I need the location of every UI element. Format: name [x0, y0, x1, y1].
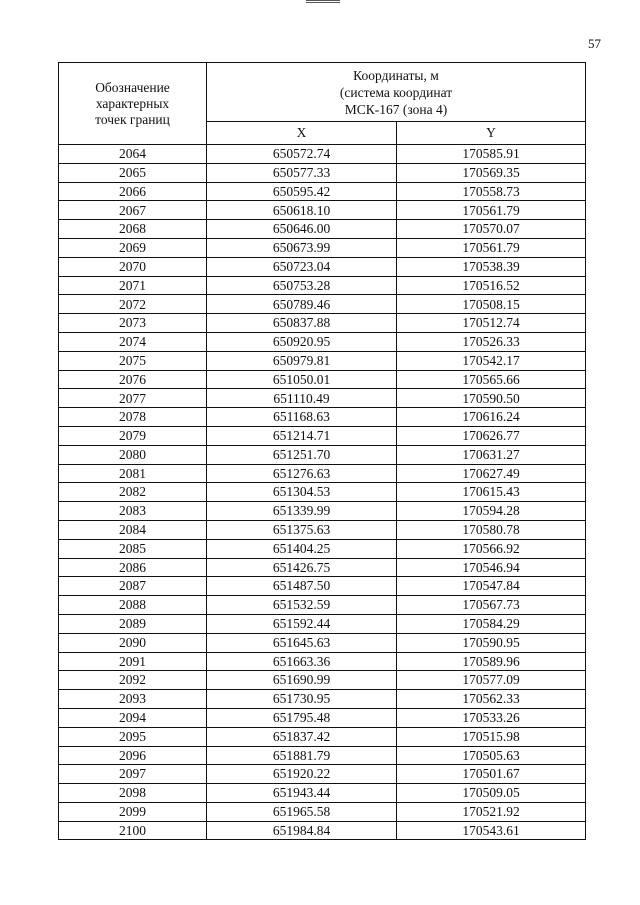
point-number-cell: 2073	[59, 314, 207, 333]
y-coordinate-cell: 170594.28	[397, 502, 586, 521]
table-row	[59, 784, 586, 803]
y-coordinate-cell: 170626.77	[397, 426, 586, 445]
table-row	[59, 238, 586, 257]
x-coordinate-cell: 651920.22	[207, 765, 397, 784]
x-coordinate-cell: 650789.46	[207, 295, 397, 314]
table-row	[59, 520, 586, 539]
point-number-cell: 2070	[59, 257, 207, 276]
x-coordinate-cell: 651339.99	[207, 502, 397, 521]
y-coordinate-cell: 170543.61	[397, 821, 586, 840]
table-row	[59, 370, 586, 389]
point-number-cell: 2069	[59, 238, 207, 257]
point-number-cell: 2098	[59, 784, 207, 803]
table-row	[59, 426, 586, 445]
table-row	[59, 821, 586, 840]
y-coordinate-cell: 170627.49	[397, 464, 586, 483]
table-row	[59, 802, 586, 821]
point-number-cell: 2085	[59, 539, 207, 558]
y-coordinate-cell: 170501.67	[397, 765, 586, 784]
y-coordinate-cell: 170505.63	[397, 746, 586, 765]
x-coordinate-cell: 651375.63	[207, 520, 397, 539]
x-coordinate-cell: 651881.79	[207, 746, 397, 765]
y-coordinate-cell: 170512.74	[397, 314, 586, 333]
y-coordinate-cell: 170547.84	[397, 577, 586, 596]
x-coordinate-cell: 651690.99	[207, 671, 397, 690]
point-number-cell: 2094	[59, 708, 207, 727]
x-column-header: X	[207, 122, 397, 145]
point-number-cell: 2076	[59, 370, 207, 389]
y-coordinate-cell: 170538.39	[397, 257, 586, 276]
x-coordinate-cell: 651426.75	[207, 558, 397, 577]
x-coordinate-cell: 650753.28	[207, 276, 397, 295]
table-row	[59, 389, 586, 408]
y-coordinate-cell: 170521.92	[397, 802, 586, 821]
table-row	[59, 558, 586, 577]
table-body	[59, 145, 586, 840]
table-row	[59, 539, 586, 558]
x-coordinate-cell: 651965.58	[207, 802, 397, 821]
point-number-cell: 2089	[59, 614, 207, 633]
coords-header-line: Координаты, м	[353, 67, 439, 83]
y-coordinate-cell: 170585.91	[397, 145, 586, 164]
table-row	[59, 464, 586, 483]
point-number-cell: 2086	[59, 558, 207, 577]
table-row	[59, 314, 586, 333]
y-coordinate-cell: 170566.92	[397, 539, 586, 558]
x-coordinate-cell: 650572.74	[207, 145, 397, 164]
table-row	[59, 220, 586, 239]
point-number-cell: 2079	[59, 426, 207, 445]
point-number-cell: 2091	[59, 652, 207, 671]
y-coordinate-cell: 170631.27	[397, 445, 586, 464]
x-coordinate-cell: 650979.81	[207, 351, 397, 370]
x-coordinate-cell: 651404.25	[207, 539, 397, 558]
page-number: 57	[588, 36, 601, 51]
coords-header-line: (система координат	[339, 84, 453, 100]
point-number-cell: 2095	[59, 727, 207, 746]
x-coordinate-cell: 651645.63	[207, 633, 397, 652]
table-row	[59, 182, 586, 201]
table-row	[59, 502, 586, 521]
table-row	[59, 577, 586, 596]
point-number-cell: 2096	[59, 746, 207, 765]
x-coordinate-cell: 651532.59	[207, 596, 397, 615]
table-row	[59, 332, 586, 351]
y-coordinate-cell: 170580.78	[397, 520, 586, 539]
table-row	[59, 351, 586, 370]
table-row	[59, 765, 586, 784]
x-coordinate-cell: 651304.53	[207, 483, 397, 502]
x-coordinate-cell: 651276.63	[207, 464, 397, 483]
x-coordinate-cell: 651050.01	[207, 370, 397, 389]
coordinates-table	[58, 62, 586, 840]
coordinates-header	[207, 63, 586, 122]
point-number-cell: 2097	[59, 765, 207, 784]
table-row	[59, 201, 586, 220]
y-coordinate-cell: 170561.79	[397, 201, 586, 220]
x-coordinate-cell: 651487.50	[207, 577, 397, 596]
table-row	[59, 727, 586, 746]
y-coordinate-cell: 170562.33	[397, 690, 586, 709]
point-number-cell: 2090	[59, 633, 207, 652]
table-row	[59, 408, 586, 427]
x-coordinate-cell: 651663.36	[207, 652, 397, 671]
x-coordinate-cell: 650618.10	[207, 201, 397, 220]
x-coordinate-cell: 651592.44	[207, 614, 397, 633]
point-number-cell: 2092	[59, 671, 207, 690]
table-row	[59, 257, 586, 276]
coords-header-line: МСК-167 (зона 4)	[344, 101, 448, 117]
table-row	[59, 295, 586, 314]
x-coordinate-cell: 651214.71	[207, 426, 397, 445]
table-row	[59, 614, 586, 633]
point-header-line: характерных	[95, 95, 170, 111]
table-row	[59, 633, 586, 652]
table-row	[59, 708, 586, 727]
y-coordinate-cell: 170584.29	[397, 614, 586, 633]
point-designation-header	[59, 63, 207, 145]
x-coordinate-cell: 650837.88	[207, 314, 397, 333]
table-row	[59, 596, 586, 615]
table-row	[59, 145, 586, 164]
y-coordinate-cell: 170590.95	[397, 633, 586, 652]
x-coordinate-cell: 651837.42	[207, 727, 397, 746]
x-coordinate-cell: 651795.48	[207, 708, 397, 727]
y-coordinate-cell: 170542.17	[397, 351, 586, 370]
y-coordinate-cell: 170589.96	[397, 652, 586, 671]
x-coordinate-cell: 651110.49	[207, 389, 397, 408]
y-coordinate-cell: 170558.73	[397, 182, 586, 201]
x-coordinate-cell: 651943.44	[207, 784, 397, 803]
point-header-line: точек границ	[95, 111, 170, 127]
y-coordinate-cell: 170567.73	[397, 596, 586, 615]
point-number-cell: 2099	[59, 802, 207, 821]
x-coordinate-cell: 651730.95	[207, 690, 397, 709]
point-number-cell: 2081	[59, 464, 207, 483]
point-number-cell: 2084	[59, 520, 207, 539]
point-number-cell: 2072	[59, 295, 207, 314]
x-coordinate-cell: 650577.33	[207, 163, 397, 182]
table-row	[59, 276, 586, 295]
point-number-cell: 2080	[59, 445, 207, 464]
y-coordinate-cell: 170533.26	[397, 708, 586, 727]
y-coordinate-cell: 170570.07	[397, 220, 586, 239]
x-coordinate-cell: 650723.04	[207, 257, 397, 276]
x-coordinate-cell: 650595.42	[207, 182, 397, 201]
y-column-header: Y	[397, 122, 586, 145]
point-number-cell: 2088	[59, 596, 207, 615]
y-coordinate-cell: 170615.43	[397, 483, 586, 502]
table-row	[59, 690, 586, 709]
point-number-cell: 2077	[59, 389, 207, 408]
y-coordinate-cell: 170616.24	[397, 408, 586, 427]
x-coordinate-cell: 651168.63	[207, 408, 397, 427]
point-number-cell: 2082	[59, 483, 207, 502]
point-number-cell: 2064	[59, 145, 207, 164]
table-row	[59, 671, 586, 690]
y-coordinate-cell: 170565.66	[397, 370, 586, 389]
table-row	[59, 445, 586, 464]
y-coordinate-cell: 170526.33	[397, 332, 586, 351]
y-coordinate-cell: 170577.09	[397, 671, 586, 690]
x-coordinate-cell: 650646.00	[207, 220, 397, 239]
table-row	[59, 163, 586, 182]
point-number-cell: 2068	[59, 220, 207, 239]
point-number-cell: 2087	[59, 577, 207, 596]
point-number-cell: 2067	[59, 201, 207, 220]
top-decorative-mark	[306, 0, 340, 3]
x-coordinate-cell: 650673.99	[207, 238, 397, 257]
y-coordinate-cell: 170515.98	[397, 727, 586, 746]
y-coordinate-cell: 170546.94	[397, 558, 586, 577]
x-coordinate-cell: 651984.84	[207, 821, 397, 840]
y-coordinate-cell: 170509.05	[397, 784, 586, 803]
point-number-cell: 2066	[59, 182, 207, 201]
point-number-cell: 2093	[59, 690, 207, 709]
y-coordinate-cell: 170516.52	[397, 276, 586, 295]
x-coordinate-cell: 650920.95	[207, 332, 397, 351]
table-row	[59, 746, 586, 765]
point-number-cell: 2071	[59, 276, 207, 295]
table-row	[59, 483, 586, 502]
point-header-line: Обозначение	[95, 79, 170, 95]
point-number-cell: 2075	[59, 351, 207, 370]
y-coordinate-cell: 170569.35	[397, 163, 586, 182]
y-coordinate-cell: 170590.50	[397, 389, 586, 408]
y-coordinate-cell: 170508.15	[397, 295, 586, 314]
point-number-cell: 2065	[59, 163, 207, 182]
point-number-cell: 2083	[59, 502, 207, 521]
point-number-cell: 2074	[59, 332, 207, 351]
x-coordinate-cell: 651251.70	[207, 445, 397, 464]
point-number-cell: 2078	[59, 408, 207, 427]
table-row	[59, 652, 586, 671]
y-coordinate-cell: 170561.79	[397, 238, 586, 257]
point-number-cell: 2100	[59, 821, 207, 840]
